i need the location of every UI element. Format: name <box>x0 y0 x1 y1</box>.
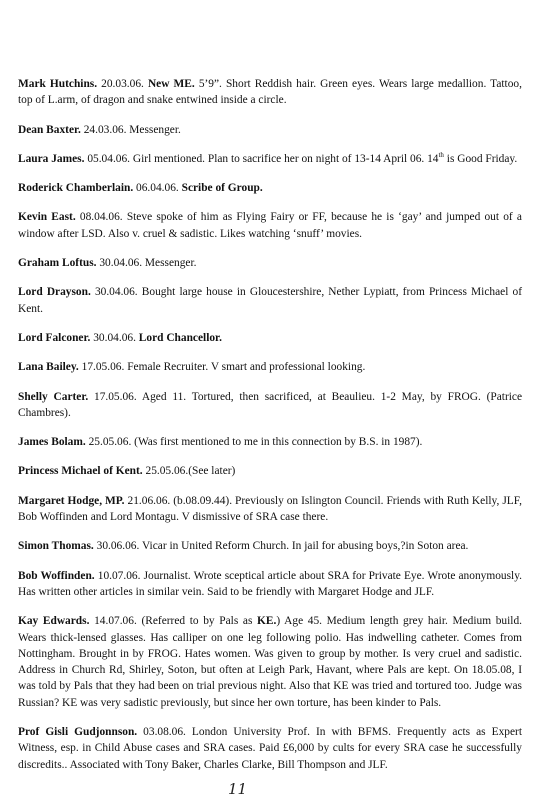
entry-simon-thomas <box>18 538 522 554</box>
document-page <box>18 76 522 786</box>
entry-name: Graham Loftus. <box>18 257 97 270</box>
entry-text: Vicar in United Reform Church. In jail for abusing boys,?in Soton area. <box>142 540 469 553</box>
entry-name: Lana Bailey. <box>18 361 79 374</box>
entry-text: (See later) <box>188 465 236 478</box>
entry-name: Shelly Carter. <box>18 390 89 403</box>
entry-name: Dean Baxter. <box>18 123 81 136</box>
entry-name: Simon Thomas. <box>18 540 94 553</box>
entry-laura-james <box>18 151 522 167</box>
entry-date: 14.07.06. <box>94 615 137 628</box>
entry-text: (Was first mentioned to me in this connection by B.S. in 1987). <box>134 436 423 449</box>
entry-james-bolam <box>18 434 522 450</box>
entry-date: 03.08.06. <box>143 726 186 739</box>
entry-text: Journalist. Wrote sceptical article about SRA for Private Eye. Wrote anonymously. Has written other articles in similar vein. Said to be friendly with Margaret Hodge and JLF. <box>18 569 522 598</box>
entry-kay-edwards <box>18 613 522 711</box>
entry-roderick-chamberlain <box>18 180 522 196</box>
entry-text: (b.08.09.44). Previously on Islington Council. Friends with Ruth Kelly, JLF, Bob Woffinden and Lord Montagu. V dismissive of SRA case there. <box>18 494 522 524</box>
entry-mark-hutchins <box>18 76 522 109</box>
entry-date: 05.04.06. <box>87 152 131 165</box>
entry-lana-bailey <box>18 359 522 375</box>
entry-princess-michael <box>18 463 522 479</box>
entry-shelly-carter <box>18 389 522 422</box>
entry-role: Scribe of Group. <box>181 182 263 195</box>
entry-margaret-hodge <box>18 493 522 526</box>
entry-text: (Referred to by Pals as <box>141 615 253 628</box>
entry-gisli-gudjonnson <box>18 724 522 773</box>
entry-role: New ME. <box>147 78 195 90</box>
entry-date: 30.04.06. <box>93 331 136 344</box>
entry-text: London University Prof. In with BFMS. Frequently acts as Expert Witness, esp. in Child Abuse cases and SRA cases. Paid £6,000 by cults for every SRA case he successfully discredits.. Associated with Tony Baker, Charles Clarke, Bill Thompson and JLF. <box>18 726 522 771</box>
handwritten-page-number: 11 <box>228 780 248 798</box>
entry-name: Laura James. <box>18 152 85 165</box>
entry-date: 24.03.06. <box>83 123 127 136</box>
entry-date: 25.05.06. <box>88 436 132 449</box>
entry-text: Bought large house in Gloucestershire, Nether Lypiatt, from Princess Michael of Kent. <box>18 286 522 315</box>
entry-text: 5’9”. Short Reddish hair. Green eyes. Wears large medallion. Tattoo, top of L.arm, of dragon and snake entwined inside a circle. <box>18 78 522 107</box>
entry-text: Aged 11. Tortured, then sacrificed, at Beaulieu. 1-2 May, by FROG. (Patrice Chambres). <box>18 390 523 419</box>
entry-text-continued: ) Age 45. Medium length grey hair. Medium build. Wears thick-lensed glasses. Has calliper on one leg following polio. Has indwelling catheter. Comes from Nottingham. Brought in by FROG. Hates women. Was given to group by mother. Is very cruel and sadistic. Address in Church Rd, Shirley, Soton, but often at Leigh Park, Havant, where Pals are kept. On 18.05.08, I was told by Pals that they had been on trial previous night. Also that KE was tried and tortured too. Judge was Russian? KE was very sadistic previously, but since her own torture, has been kinder to Pals. <box>18 615 522 709</box>
entry-name: Mark Hutchins. <box>18 78 98 90</box>
entry-text-continued: is Good Friday. <box>443 152 518 165</box>
entry-name: Kay Edwards. <box>18 615 90 628</box>
entry-date: 10.07.06. <box>97 569 141 582</box>
entry-date: 17.05.06. <box>94 390 137 403</box>
entry-date: 30.06.06. <box>96 540 140 553</box>
entry-date: 06.04.06. <box>136 182 179 195</box>
entry-lord-drayson <box>18 284 522 317</box>
entry-date: 08.04.06. <box>79 211 123 224</box>
entry-date: 30.04.06. <box>94 286 138 299</box>
entry-dean-baxter <box>18 122 522 138</box>
entry-date: 17.05.06. <box>81 361 125 374</box>
entry-role: Lord Chancellor. <box>138 331 222 344</box>
entry-date: 30.04.06. <box>99 257 143 270</box>
entry-date: 21.06.06. <box>127 494 171 507</box>
entry-date: 20.03.06. <box>101 78 144 90</box>
entry-kevin-east <box>18 209 522 242</box>
entry-name: Princess Michael of Kent. <box>18 465 143 478</box>
entry-name: Bob Woffinden. <box>18 569 95 582</box>
entry-text: Messenger. <box>129 123 181 136</box>
entry-text: Steve spoke of him as Flying Fairy or FF, because he is ‘gay’ and jumped out of a window after LSD. Also v. cruel & sadistic. Likes watching ‘snuff’ movies. <box>18 211 522 240</box>
entry-name: Roderick Chamberlain. <box>18 182 134 195</box>
entry-bob-woffinden <box>18 568 522 601</box>
entry-name: Lord Drayson. <box>18 286 91 299</box>
entry-name: Margaret Hodge, MP. <box>18 494 125 507</box>
ordinal-suffix: th <box>438 151 444 160</box>
entry-date: 25.05.06. <box>145 465 189 478</box>
entry-text: Female Recruiter. V smart and professional looking. <box>127 361 366 374</box>
entry-alias: KE. <box>257 615 277 628</box>
entry-text: Messenger. <box>144 257 197 270</box>
entry-name: James Bolam. <box>18 436 86 449</box>
entry-name: Kevin East. <box>18 211 76 224</box>
entry-text: Girl mentioned. Plan to sacrifice her on night of 13-14 April 06. 14 <box>132 152 439 165</box>
entry-name: Lord Falconer. <box>18 331 91 344</box>
entry-graham-loftus <box>18 255 522 271</box>
entry-lord-falconer <box>18 330 522 346</box>
entry-name: Prof Gisli Gudjonnson. <box>18 726 138 739</box>
